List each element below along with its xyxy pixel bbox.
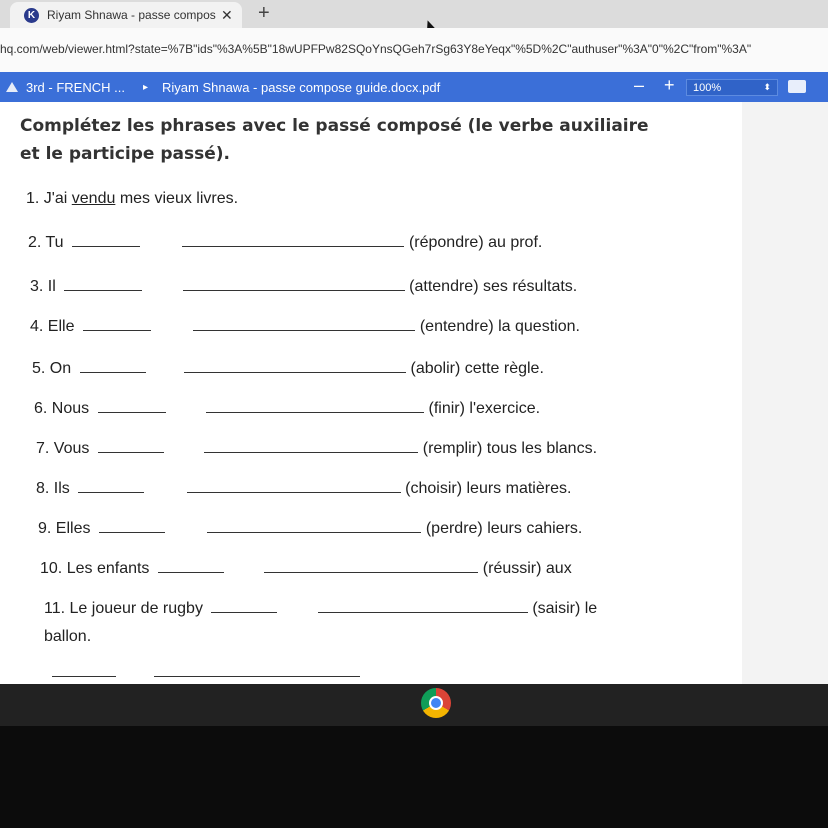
item-number: 2. — [28, 234, 42, 251]
exercise-item — [40, 560, 572, 578]
exercise-item — [36, 480, 571, 498]
item-number: 11. — [44, 600, 66, 617]
dropdown-caret-icon: ⬍ — [763, 82, 771, 92]
item-hint: (attendre) ses résultats. — [409, 278, 578, 295]
answer-blank-aux[interactable] — [72, 245, 140, 247]
answer-blank-aux[interactable] — [78, 491, 144, 493]
item-number: 8. — [36, 480, 50, 497]
item-hint: (répondre) au prof. — [408, 234, 543, 251]
exercise-item — [48, 664, 360, 682]
item-subject: Le joueur de rugby — [69, 600, 203, 617]
answer-blank-participle[interactable] — [264, 571, 478, 573]
item-hint: (remplir) tous les blancs. — [422, 440, 598, 457]
item-hint: (finir) l'exercice. — [428, 400, 541, 417]
answer-blank-participle[interactable] — [187, 491, 401, 493]
answer-blank-participle[interactable] — [204, 451, 418, 453]
answer-blank-aux[interactable] — [52, 675, 116, 677]
close-tab-icon[interactable]: ✕ — [221, 6, 233, 23]
example-verb: vendu — [71, 190, 116, 207]
item-number: 3. — [30, 278, 44, 295]
item-subject: Il — [47, 278, 56, 295]
item-number: 7. — [36, 440, 50, 457]
answer-blank-participle[interactable] — [207, 531, 421, 533]
answer-blank-aux[interactable] — [98, 451, 164, 453]
exercise-item — [38, 520, 582, 538]
item-hint: (entendre) la question. — [419, 318, 580, 335]
exercise-item — [30, 278, 577, 296]
item-number: 9. — [38, 520, 52, 537]
answer-blank-participle[interactable] — [193, 329, 415, 331]
drive-icon — [6, 82, 18, 92]
example-sentence — [26, 190, 238, 208]
item-number: 6. — [34, 400, 48, 417]
item-subject: Nous — [51, 400, 90, 417]
breadcrumb-folder[interactable]: 3rd - FRENCH ... — [26, 79, 125, 95]
zoom-in-button[interactable]: + — [664, 75, 675, 95]
item-hint: (perdre) leurs cahiers. — [425, 520, 583, 537]
item-hint: (abolir) cette règle. — [410, 360, 544, 377]
exercise-item — [32, 360, 544, 378]
answer-blank-aux[interactable] — [80, 371, 146, 373]
item-number: 10. — [40, 560, 63, 577]
answer-blank-participle[interactable] — [182, 245, 404, 247]
answer-blank-participle[interactable] — [154, 675, 360, 677]
item-hint: (choisir) leurs matières. — [405, 480, 572, 497]
browser-tab[interactable] — [10, 2, 242, 28]
example-pre: J'ai — [43, 190, 68, 207]
item-subject: Ils — [53, 480, 70, 497]
tab-strip — [0, 0, 828, 28]
instruction-text: Complétez les phrases avec le passé composé (le verbe auxiliaire et le participe passé). — [20, 116, 649, 164]
item-subject: Elle — [47, 318, 75, 335]
viewer-toolbar — [0, 72, 828, 102]
example-post: mes vieux livres. — [119, 190, 239, 207]
new-tab-button[interactable]: + — [258, 2, 270, 24]
answer-blank-aux[interactable] — [64, 289, 142, 291]
device-bezel — [0, 726, 828, 828]
url-text[interactable]: hq.com/web/viewer.html?state=%7B"ids"%3A%5B"18wUPFPw82SQoYnsQGeh7rSg63Y8eYeqx"%5D%2C"authuser"%3A"0"%2C"from"%3A" — [0, 42, 752, 56]
address-bar[interactable] — [0, 28, 828, 72]
answer-blank-aux[interactable] — [98, 411, 166, 413]
document-page — [0, 102, 742, 684]
answer-blank-aux[interactable] — [158, 571, 224, 573]
zoom-level: 100% — [693, 81, 722, 94]
item-number: 4. — [30, 318, 44, 335]
answer-blank-aux[interactable] — [99, 531, 165, 533]
item-number: 5. — [32, 360, 46, 377]
exercise-item — [36, 440, 597, 458]
taskbar — [0, 684, 828, 726]
answer-blank-participle[interactable] — [184, 371, 406, 373]
item-subject: Vous — [53, 440, 90, 457]
exercise-item — [30, 318, 580, 336]
viewer-background — [742, 102, 828, 684]
item-continuation: ballon. — [44, 628, 92, 645]
answer-blank-aux[interactable] — [83, 329, 151, 331]
answer-blank-participle[interactable] — [183, 289, 405, 291]
folder-open-icon[interactable] — [788, 80, 806, 93]
answer-blank-participle[interactable] — [318, 611, 528, 613]
chevron-right-icon: ▸ — [142, 81, 148, 93]
zoom-out-button[interactable]: – — [634, 75, 645, 95]
tab-title: Riyam Shnawa - passe compos — [47, 8, 216, 22]
item-subject: On — [49, 360, 72, 377]
answer-blank-participle[interactable] — [206, 411, 424, 413]
item-subject: Tu — [45, 234, 64, 251]
exercise-item — [34, 400, 540, 418]
answer-blank-aux[interactable] — [211, 611, 277, 613]
item-number: 1. — [26, 190, 40, 207]
item-hint: (saisir) le — [532, 600, 598, 617]
item-subject: Les enfants — [66, 560, 150, 577]
item-hint: (réussir) aux — [482, 560, 572, 577]
classlink-icon: K — [24, 8, 39, 23]
chrome-icon[interactable] — [421, 688, 451, 718]
item-subject: Elles — [55, 520, 91, 537]
exercise-item — [28, 234, 542, 252]
zoom-select[interactable] — [686, 79, 778, 96]
file-name: Riyam Shnawa - passe compose guide.docx.pdf — [162, 79, 441, 95]
exercise-item — [44, 600, 597, 618]
